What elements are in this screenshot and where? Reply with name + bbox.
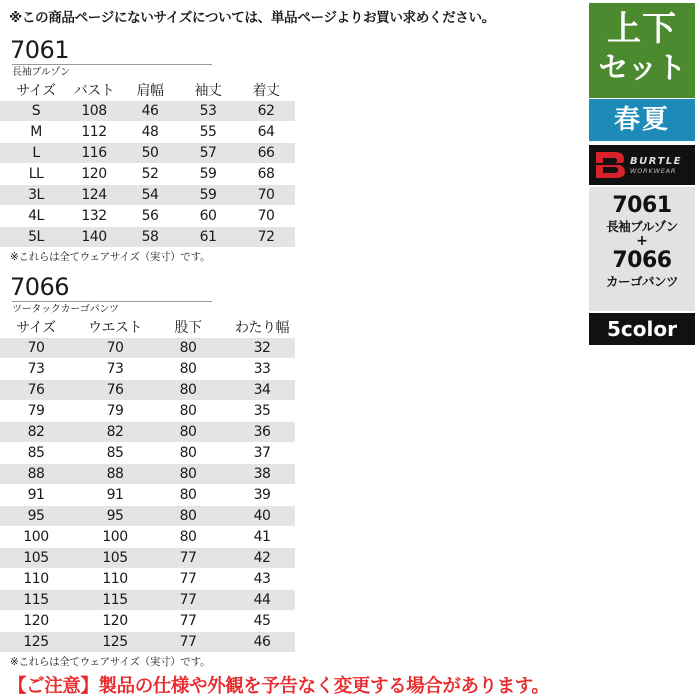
table-cell: 132 [81, 208, 107, 224]
table-row [0, 101, 295, 121]
column-header: 袖丈 [194, 83, 222, 99]
table-row [0, 143, 295, 163]
table-cell: 76 [106, 382, 124, 398]
table-row [0, 401, 295, 421]
table-cell: 79 [27, 403, 45, 419]
pants-size-table [0, 318, 295, 653]
table-cell: 73 [27, 361, 45, 377]
table-row [0, 527, 295, 547]
table-cell: 66 [257, 145, 275, 161]
table-cell: 77 [179, 550, 197, 566]
column-header: 股下 [174, 320, 202, 336]
table-row [0, 227, 295, 247]
table-row [0, 548, 295, 568]
table-cell: 105 [23, 550, 49, 566]
table-cell: 100 [23, 529, 49, 545]
table-cell: 35 [253, 403, 271, 419]
table-cell: 105 [102, 550, 128, 566]
table-cell: 88 [27, 466, 45, 482]
table-cell: 80 [179, 487, 197, 503]
table-row [0, 464, 295, 484]
table-cell: 73 [106, 361, 124, 377]
table-cell: 77 [179, 592, 197, 608]
table-cell: 50 [141, 145, 159, 161]
table-cell: M [30, 124, 42, 140]
table-cell: 34 [253, 382, 271, 398]
pants-model-code: 7066 [10, 273, 70, 301]
brand-name: BURTLE [630, 155, 683, 167]
jacket-size-table [0, 81, 295, 248]
table-cell: 56 [141, 208, 159, 224]
table-cell: 77 [179, 613, 197, 629]
table-cell: 80 [179, 361, 197, 377]
table-cell: 3L [28, 187, 44, 203]
table-cell: 124 [81, 187, 107, 203]
table-cell: 59 [199, 166, 217, 182]
table-cell: 85 [106, 445, 124, 461]
table-cell: 43 [253, 571, 271, 587]
table-cell: 80 [179, 340, 197, 356]
table-cell: 61 [199, 229, 217, 245]
table-header-row [0, 81, 295, 101]
column-header: わたり幅 [235, 320, 289, 336]
table-cell: 95 [106, 508, 124, 524]
table-cell: 125 [102, 634, 128, 650]
table-cell: 80 [179, 508, 197, 524]
table-cell: 68 [257, 166, 275, 182]
set-contents-box [589, 187, 695, 311]
table-cell: 108 [81, 103, 107, 119]
table-row [0, 380, 295, 400]
table-cell: 115 [23, 592, 49, 608]
column-header: サイズ [16, 320, 56, 336]
set-plus: + [636, 233, 648, 249]
table-cell: 110 [23, 571, 49, 587]
table-cell: 112 [81, 124, 107, 140]
table-cell: 62 [257, 103, 275, 119]
color-count-badge: 5color [589, 313, 695, 345]
table-cell: 80 [179, 529, 197, 545]
set-item1-code: 7061 [612, 193, 672, 218]
table-cell: 88 [106, 466, 124, 482]
table-header-row [0, 318, 295, 338]
table-cell: 80 [179, 445, 197, 461]
table-cell: L [32, 145, 40, 161]
table-row [0, 185, 295, 205]
table-cell: 4L [28, 208, 44, 224]
column-header: ウエスト [88, 320, 142, 336]
table-cell: 72 [257, 229, 275, 245]
table-cell: S [31, 103, 41, 119]
table-row [0, 359, 295, 379]
table-cell: 120 [102, 613, 128, 629]
jacket-model-name: 長袖ブルゾン [12, 67, 70, 78]
table-cell: 110 [102, 571, 128, 587]
set-item1-name: 長袖ブルゾン [606, 219, 678, 234]
table-cell: 41 [253, 529, 271, 545]
pants-size-note: ※これらは全てウェアサイズ（実寸）です。 [10, 656, 211, 668]
table-cell: 91 [27, 487, 45, 503]
table-cell: 32 [253, 340, 271, 356]
jacket-divider [12, 64, 212, 65]
table-cell: 59 [199, 187, 217, 203]
set-item2-name: カーゴパンツ [605, 274, 678, 289]
season-badge: 春夏 [589, 99, 695, 141]
set-badge-line2: セット [598, 51, 686, 86]
table-cell: 40 [253, 508, 271, 524]
top-note: ※この商品ページにないサイズについては、単品ページよりお買い求めください。 [9, 10, 495, 26]
table-cell: 54 [141, 187, 159, 203]
table-cell: 57 [199, 145, 217, 161]
table-cell: 33 [253, 361, 271, 377]
table-cell: 80 [179, 382, 197, 398]
table-cell: 70 [106, 340, 124, 356]
table-cell: 39 [253, 487, 271, 503]
caution-notice: 【ご注意】製品の仕様や外観を予告なく変更する場合があります。 [8, 676, 550, 697]
table-cell: 77 [179, 634, 197, 650]
table-row [0, 611, 295, 631]
brand-logo [589, 145, 695, 185]
table-cell: 77 [179, 571, 197, 587]
table-row [0, 206, 295, 226]
set-item2-code: 7066 [612, 248, 672, 273]
table-row [0, 632, 295, 652]
set-badge-line1: 上下 [607, 9, 677, 49]
burtle-b-logo-icon [593, 150, 627, 180]
table-cell: 140 [81, 229, 107, 245]
table-row [0, 422, 295, 442]
table-cell: 100 [102, 529, 128, 545]
table-cell: 120 [23, 613, 49, 629]
table-cell: 80 [179, 466, 197, 482]
table-cell: 70 [257, 187, 275, 203]
table-cell: 52 [141, 166, 159, 182]
table-row [0, 164, 295, 184]
column-header: 肩幅 [136, 83, 164, 99]
table-cell: 55 [199, 124, 217, 140]
table-cell: LL [28, 166, 44, 182]
column-header: 着丈 [252, 83, 280, 99]
column-header: サイズ [16, 83, 56, 99]
table-cell: 42 [253, 550, 271, 566]
table-cell: 115 [102, 592, 128, 608]
jacket-model-code: 7061 [10, 36, 70, 64]
table-cell: 80 [179, 403, 197, 419]
column-header: バスト [73, 83, 115, 99]
table-cell: 120 [81, 166, 107, 182]
table-cell: 5L [28, 229, 44, 245]
table-cell: 48 [141, 124, 159, 140]
table-cell: 82 [27, 424, 45, 440]
table-cell: 53 [199, 103, 217, 119]
table-row [0, 569, 295, 589]
table-cell: 116 [81, 145, 107, 161]
table-cell: 37 [253, 445, 271, 461]
table-cell: 80 [179, 424, 197, 440]
table-cell: 46 [141, 103, 159, 119]
table-row [0, 506, 295, 526]
table-cell: 38 [253, 466, 271, 482]
table-row [0, 122, 295, 142]
table-cell: 95 [27, 508, 45, 524]
pants-divider [12, 301, 212, 302]
brand-sub: WORKWEAR [630, 166, 677, 175]
table-row [0, 443, 295, 463]
table-cell: 60 [199, 208, 217, 224]
table-row [0, 338, 295, 358]
table-row [0, 485, 295, 505]
table-cell: 85 [27, 445, 45, 461]
jacket-size-note: ※これらは全てウェアサイズ（実寸）です。 [10, 251, 211, 263]
table-cell: 70 [27, 340, 45, 356]
table-cell: 79 [106, 403, 124, 419]
table-cell: 82 [106, 424, 124, 440]
table-cell: 44 [253, 592, 271, 608]
table-cell: 70 [257, 208, 275, 224]
table-cell: 36 [253, 424, 271, 440]
table-cell: 64 [257, 124, 275, 140]
set-badge [589, 3, 695, 98]
table-cell: 58 [141, 229, 159, 245]
pants-model-name: ツータックカーゴパンツ [12, 304, 119, 315]
table-row [0, 590, 295, 610]
table-cell: 125 [23, 634, 49, 650]
table-cell: 46 [253, 634, 271, 650]
table-cell: 76 [27, 382, 45, 398]
table-cell: 91 [106, 487, 124, 503]
table-cell: 45 [253, 613, 271, 629]
